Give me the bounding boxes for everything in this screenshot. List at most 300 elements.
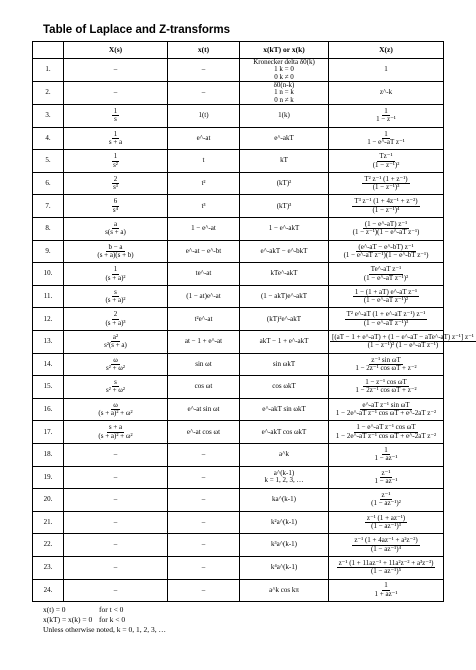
time-cell: [168, 308, 240, 331]
fraction: [373, 470, 400, 486]
z-cell: [329, 353, 444, 376]
expression: kT: [280, 156, 288, 165]
numerator: ω: [113, 355, 118, 364]
z-cell: [329, 82, 444, 105]
fraction: [107, 131, 124, 147]
sampled-cell: [240, 285, 329, 308]
time-cell: [168, 150, 240, 173]
z-cell: [329, 398, 444, 421]
sampled-cell: [240, 195, 329, 218]
table-row: [33, 308, 444, 331]
table-header-row: [33, 42, 444, 59]
numerator: Tz⁻¹: [379, 152, 393, 161]
denominator: (s + a)²: [105, 296, 126, 305]
laplace-cell: [64, 218, 168, 241]
multiline-expression: [265, 470, 304, 485]
expression: a^k cos kπ: [269, 585, 299, 594]
laplace-cell: [64, 82, 168, 105]
expression: sin ωt: [195, 359, 212, 368]
expression: –: [113, 517, 118, 526]
fraction: [352, 537, 419, 553]
laplace-cell: [64, 308, 168, 331]
fraction: [353, 379, 418, 395]
row-number: 17.: [33, 421, 64, 444]
expression: e^-at sin ωt: [187, 404, 220, 413]
row-number: 19.: [33, 466, 64, 489]
sampled-cell: [240, 511, 329, 534]
table-row: [33, 534, 444, 557]
denominator: (1 − e^-aT z⁻¹)²: [363, 296, 409, 305]
z-cell: [329, 285, 444, 308]
sampled-cell: [240, 398, 329, 421]
numerator: z⁻¹: [381, 468, 391, 477]
table-row: [33, 353, 444, 376]
table-row: [33, 331, 444, 354]
time-cell: [168, 466, 240, 489]
sampled-cell: [240, 240, 329, 263]
denominator: (1 − z⁻¹)³: [372, 183, 400, 192]
expression-line: a^(k-1): [273, 469, 295, 478]
row-number: 4.: [33, 127, 64, 150]
table-row: [33, 195, 444, 218]
laplace-cell: [64, 172, 168, 195]
sampled-cell: [240, 82, 329, 105]
denominator: (1 − z⁻¹)⁴: [372, 205, 400, 214]
denominator: (1 − e^-aT z⁻¹)(1 − e^-bT z⁻¹): [343, 250, 429, 259]
numerator: 1: [384, 107, 388, 116]
numerator: b − a: [108, 242, 123, 251]
numerator: z⁻¹: [381, 491, 391, 500]
fraction: [102, 334, 129, 350]
table-row: [33, 105, 444, 128]
row-number: 11.: [33, 285, 64, 308]
expression-line: δ0(n-k): [273, 81, 295, 90]
expression: 1(t): [198, 111, 209, 120]
denominator: 1 − 2e^-aT z⁻¹ cos ωT + e^-2aT z⁻²: [335, 409, 437, 418]
numerator: (1 − e^-aT) z⁻¹: [364, 219, 408, 228]
table-row: [33, 511, 444, 534]
table-row: [33, 443, 444, 466]
time-cell: [168, 105, 240, 128]
denominator: (s + a)³: [105, 318, 126, 327]
fraction: [369, 492, 403, 508]
numerator: z⁻¹ sin ωT: [371, 355, 401, 364]
numerator: s: [114, 378, 117, 387]
time-cell: [168, 172, 240, 195]
laplace-cell: [64, 556, 168, 579]
expression: kTe^-akT: [270, 269, 298, 278]
numerator: 1: [113, 129, 118, 138]
numerator: 1: [113, 265, 118, 274]
expression: –: [113, 472, 118, 481]
numerator: Te^-aT z⁻¹: [370, 265, 402, 274]
fraction: [103, 289, 127, 305]
expression: t: [202, 156, 205, 165]
header-number: [33, 42, 64, 59]
expression: –: [113, 65, 118, 74]
laplace-cell: [64, 59, 168, 82]
table-row: [33, 466, 444, 489]
footnote-condition: x(kT) = x(k) = 0: [43, 615, 93, 624]
expression: –: [113, 450, 118, 459]
fraction: [362, 266, 410, 282]
expression: –: [201, 472, 206, 481]
row-number: 5.: [33, 150, 64, 173]
laplace-cell: [64, 534, 168, 557]
expression: (kT)²e^-akT: [266, 314, 302, 323]
denominator: 1 − 2z⁻¹ cos ωT + z⁻²: [355, 363, 417, 372]
expression: –: [201, 585, 206, 594]
denominator: s(s + a): [105, 228, 126, 237]
z-cell: [329, 195, 444, 218]
row-number: 8.: [33, 218, 64, 241]
expression: e^-at − e^-bt: [185, 246, 222, 255]
sampled-cell: [240, 579, 329, 602]
table-row: [33, 285, 444, 308]
table-row: [33, 398, 444, 421]
expression: e^-akT sin ωkT: [262, 404, 306, 413]
denominator: 1 − 2z⁻¹ cos ωT + z⁻²: [355, 386, 417, 395]
numerator: 2: [113, 174, 118, 183]
expression: –: [201, 65, 206, 74]
laplace-cell: [64, 511, 168, 534]
denominator: s³: [113, 183, 118, 192]
z-cell: [329, 443, 444, 466]
expression-line: 1 n = k: [274, 88, 294, 97]
row-number: 23.: [33, 556, 64, 579]
table-row: [33, 240, 444, 263]
row-number: 3.: [33, 105, 64, 128]
time-cell: [168, 285, 240, 308]
laplace-cell: [64, 240, 168, 263]
expression: 1 − e^-at: [191, 224, 216, 233]
expression: z^-k: [379, 88, 393, 97]
fraction: [111, 153, 120, 169]
expression: te^-at: [195, 269, 212, 278]
expression-line: 1 k = 0: [274, 65, 294, 74]
sampled-cell: [240, 150, 329, 173]
expression: e^-at cos ωt: [186, 427, 221, 436]
fraction: [104, 357, 127, 373]
z-cell: [329, 511, 444, 534]
row-number: 13.: [33, 331, 64, 354]
row-number: 15.: [33, 376, 64, 399]
z-cell: [329, 376, 444, 399]
numerator: 1: [384, 129, 388, 138]
time-cell: [168, 195, 240, 218]
fraction: [103, 311, 127, 327]
z-cell: [329, 534, 444, 557]
numerator: T² z⁻¹ (1 + z⁻¹): [364, 174, 408, 183]
table-row: [33, 263, 444, 286]
numerator: T² e^-aT (1 + e^-aT z⁻¹) z⁻¹: [346, 310, 426, 319]
fraction: [342, 244, 431, 260]
transform-table: [32, 41, 474, 602]
table-row: [33, 150, 444, 173]
fraction: [351, 221, 422, 237]
row-number: 6.: [33, 172, 64, 195]
table-row: [33, 127, 444, 150]
expression: akT − 1 + e^-akT: [259, 337, 309, 346]
footnote-domain: for t < 0: [99, 605, 124, 614]
footnote-condition: x(t) = 0: [43, 605, 66, 614]
row-number: 10.: [33, 263, 64, 286]
denominator: (1 − e^-aT z⁻¹)²: [363, 273, 409, 282]
row-number: 16.: [33, 398, 64, 421]
laplace-cell: [64, 195, 168, 218]
fraction: [362, 176, 409, 192]
footnote-line: [43, 615, 166, 625]
expression: at − 1 + e^-at: [184, 337, 223, 346]
sampled-cell: [240, 218, 329, 241]
row-number: 2.: [33, 82, 64, 105]
denominator: (1 − az⁻¹)⁵: [370, 567, 402, 576]
numerator: z⁻¹ (1 + 11az⁻¹ + 11a²z⁻² + a³z⁻³): [338, 558, 434, 567]
fraction: [111, 198, 120, 214]
denominator: 1 − az⁻¹: [374, 454, 398, 463]
expression: 1(k): [278, 111, 290, 120]
fraction: [103, 266, 127, 282]
numerator: 1: [113, 152, 118, 161]
numerator: s: [114, 287, 117, 296]
footnote-condition: Unless otherwise noted, k = 0, 1, 2, 3, …: [43, 625, 166, 634]
expression: (1 − akT)e^-akT: [260, 291, 308, 300]
header-laplace: X(s): [64, 42, 168, 59]
laplace-cell: [64, 421, 168, 444]
footnote-line: [43, 605, 166, 615]
row-number: 24.: [33, 579, 64, 602]
fraction: [345, 311, 428, 327]
expression-line: 0 k ≠ 0: [274, 72, 294, 81]
footnote-line: [43, 625, 166, 635]
fraction: [353, 357, 418, 373]
time-cell: [168, 443, 240, 466]
expression: k²a^(k-1): [271, 517, 297, 526]
sampled-cell: [240, 466, 329, 489]
table-row: [33, 218, 444, 241]
laplace-cell: [64, 331, 168, 354]
expression: –: [201, 563, 206, 572]
denominator: 1 − az⁻¹: [374, 476, 398, 485]
row-number: 12.: [33, 308, 64, 331]
header-time-function: x(t): [168, 42, 240, 59]
row-number: 20.: [33, 489, 64, 512]
sampled-cell: [240, 376, 329, 399]
numerator: z⁻¹ (1 + 4az⁻¹ + a²z⁻²): [354, 536, 418, 545]
expression: k³a^(k-1): [271, 540, 297, 549]
expression: e^-akT cos ωkT: [261, 427, 307, 436]
table-row: [33, 59, 444, 82]
multiline-expression: [274, 82, 295, 104]
expression: sin ωkT: [272, 359, 296, 368]
expression: cos ωkT: [272, 382, 296, 391]
expression: e^-akT: [274, 133, 294, 142]
row-number: 18.: [33, 443, 64, 466]
sampled-cell: [240, 421, 329, 444]
z-cell: [329, 263, 444, 286]
sampled-cell: [240, 534, 329, 557]
expression: (kT)²: [276, 178, 292, 187]
fraction: [373, 447, 400, 463]
time-cell: [168, 82, 240, 105]
expression: –: [113, 540, 118, 549]
row-number: 7.: [33, 195, 64, 218]
expression: e^-akT − e^-bkT: [260, 246, 308, 255]
table-row: [33, 489, 444, 512]
z-cell: [329, 105, 444, 128]
fraction: [352, 198, 419, 214]
fraction: [374, 108, 398, 124]
numerator: 1: [384, 581, 388, 590]
laplace-cell: [64, 353, 168, 376]
time-cell: [168, 534, 240, 557]
time-cell: [168, 59, 240, 82]
numerator: 1 − (1 + aT) e^-aT z⁻¹: [354, 287, 418, 296]
z-cell: [329, 59, 444, 82]
denominator: s²: [113, 160, 118, 169]
denominator: (s + a)² + ω²: [98, 409, 133, 418]
z-cell: [329, 556, 444, 579]
z-cell: [329, 127, 444, 150]
numerator: s + a: [108, 423, 123, 432]
row-number: 21.: [33, 511, 64, 534]
numerator: [(aT − 1 + e^-aT) + (1 − e^-aT − aTe^-aT) z⁻¹] z⁻¹: [332, 332, 474, 341]
numerator: 1 − z⁻¹ cos ωT: [365, 378, 407, 387]
fraction: [330, 334, 476, 350]
laplace-cell: [64, 579, 168, 602]
row-number: 1.: [33, 59, 64, 82]
time-cell: [168, 511, 240, 534]
expression: –: [201, 450, 206, 459]
sampled-cell: [240, 556, 329, 579]
time-cell: [168, 556, 240, 579]
laplace-cell: [64, 443, 168, 466]
expression: –: [201, 88, 206, 97]
z-cell: [329, 579, 444, 602]
expression: –: [201, 540, 206, 549]
time-cell: [168, 263, 240, 286]
expression: t²e^-at: [194, 314, 213, 323]
denominator: (1 − e^-aT z⁻¹)³: [363, 318, 409, 327]
laplace-cell: [64, 285, 168, 308]
footnote-domain: for k < 0: [99, 615, 126, 624]
laplace-cell: [64, 398, 168, 421]
time-cell: [168, 489, 240, 512]
time-cell: [168, 240, 240, 263]
fraction: [353, 289, 419, 305]
numerator: a²: [112, 332, 119, 341]
fraction: [371, 153, 402, 169]
expression: –: [113, 563, 118, 572]
time-cell: [168, 579, 240, 602]
denominator: (s + a)(s + b): [97, 250, 134, 259]
denominator: (1 − z⁻¹)(1 − e^-aT z⁻¹): [352, 228, 420, 237]
expression-line: Kronecker delta δ0(k): [253, 58, 315, 66]
denominator: (1 − z⁻¹)²: [372, 160, 400, 169]
expression: (1 − at)e^-at: [186, 291, 221, 300]
table-row: [33, 579, 444, 602]
numerator: e^-aT z⁻¹ sin ωT: [362, 400, 410, 409]
denominator: (s + a)²: [105, 273, 126, 282]
z-cell: [329, 331, 474, 354]
expression: (kT)³: [276, 201, 292, 210]
fraction: [337, 560, 436, 576]
numerator: 6: [113, 197, 118, 206]
fraction: [103, 221, 128, 237]
denominator: (1 − az⁻¹)²: [371, 499, 401, 508]
time-cell: [168, 218, 240, 241]
z-cell: [329, 172, 444, 195]
denominator: s² + ω²: [106, 363, 125, 372]
row-number: 14.: [33, 353, 64, 376]
sampled-cell: [240, 127, 329, 150]
table-row: [33, 556, 444, 579]
numerator: ω: [113, 400, 118, 409]
fraction: [365, 515, 407, 531]
denominator: s⁴: [112, 205, 119, 214]
denominator: 1 + az⁻¹: [374, 589, 398, 598]
z-cell: [329, 218, 444, 241]
fraction: [104, 379, 127, 395]
numerator: 1: [113, 107, 118, 116]
denominator: (1 − az⁻¹)³: [371, 522, 401, 531]
laplace-cell: [64, 263, 168, 286]
z-cell: [329, 489, 444, 512]
denominator: (1 − z⁻¹)² (1 − e^-aT z⁻¹): [367, 341, 439, 350]
z-cell: [329, 466, 444, 489]
denominator: 1 − z⁻¹: [376, 115, 396, 124]
sampled-cell: [240, 105, 329, 128]
expression: –: [113, 88, 118, 97]
table-row: [33, 421, 444, 444]
fraction: [96, 402, 134, 418]
z-cell: [329, 240, 444, 263]
expression: t³: [201, 201, 206, 210]
sampled-cell: [240, 443, 329, 466]
denominator: (s + a)² + ω²: [98, 431, 133, 440]
fraction: [365, 131, 407, 147]
fraction: [373, 582, 400, 598]
laplace-cell: [64, 150, 168, 173]
time-cell: [168, 398, 240, 421]
denominator: s²(s + a): [104, 341, 127, 350]
row-number: 22.: [33, 534, 64, 557]
laplace-cell: [64, 466, 168, 489]
fraction: [334, 402, 438, 418]
header-sampled-function: x(kT) or x(k): [240, 42, 329, 59]
expression: –: [201, 517, 206, 526]
expression: 1 − e^-akT: [268, 224, 300, 233]
expression: –: [113, 585, 118, 594]
z-cell: [329, 150, 444, 173]
time-cell: [168, 353, 240, 376]
denominator: s² + ω²: [106, 386, 125, 395]
sampled-cell: [240, 263, 329, 286]
denominator: 1 − e^-aT z⁻¹: [367, 137, 405, 146]
sampled-cell: [240, 489, 329, 512]
expression: –: [201, 495, 206, 504]
expression: cos ωt: [194, 382, 213, 391]
row-number: 9.: [33, 240, 64, 263]
laplace-cell: [64, 489, 168, 512]
numerator: (e^-aT − e^-bT) z⁻¹: [358, 242, 414, 251]
time-cell: [168, 376, 240, 399]
laplace-cell: [64, 127, 168, 150]
z-cell: [329, 308, 444, 331]
table-row: [33, 376, 444, 399]
sampled-cell: [240, 308, 329, 331]
fraction: [95, 244, 135, 260]
